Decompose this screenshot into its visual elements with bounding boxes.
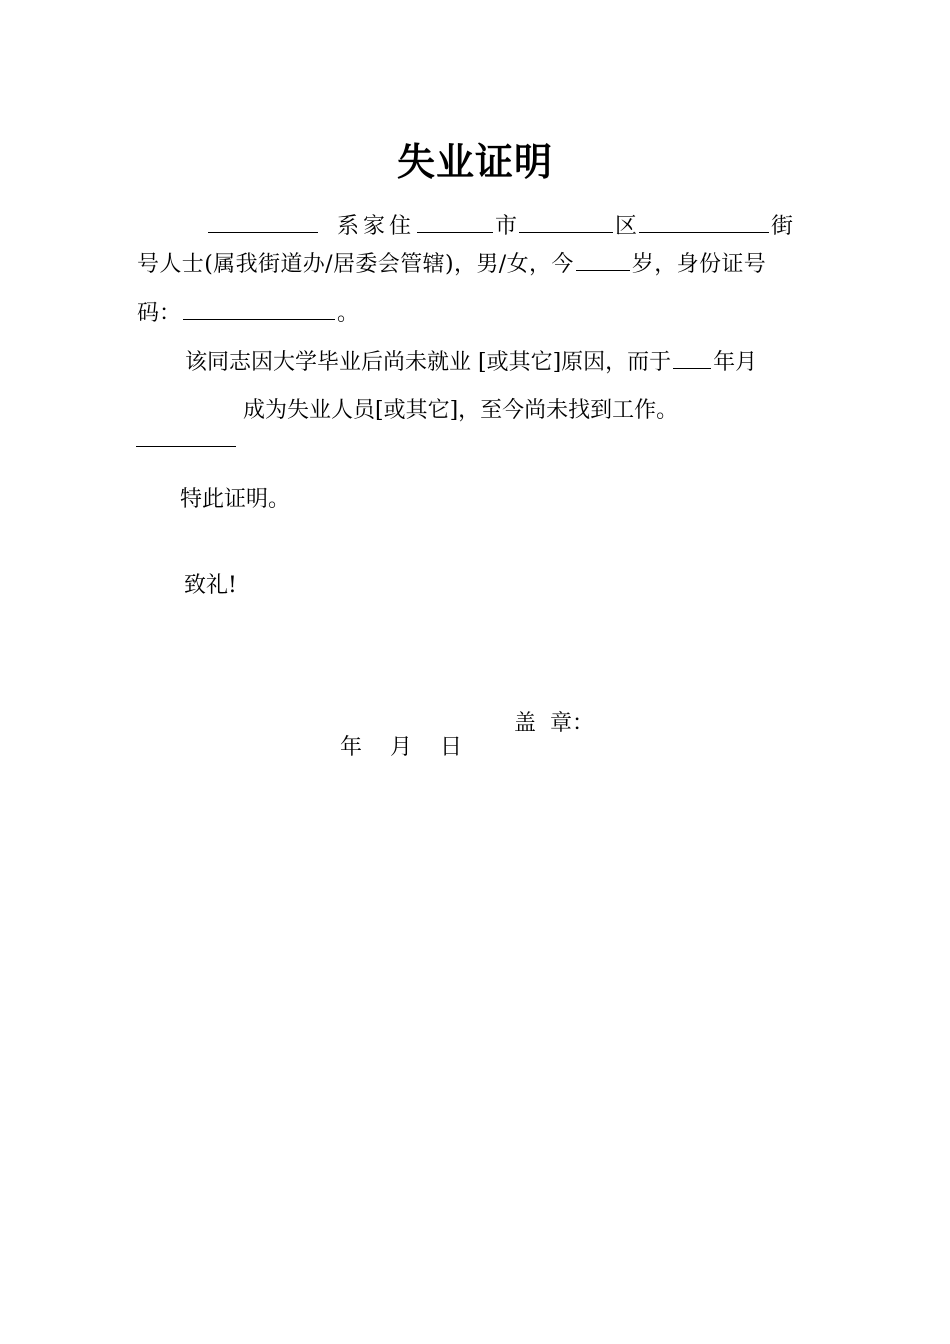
label-city: 市 bbox=[495, 214, 518, 239]
label-street: 街 bbox=[771, 214, 794, 239]
para2-text-a: 该同志因大学毕业后尚未就业 [或其它]原因，而于 bbox=[185, 350, 672, 375]
para1-line1 bbox=[206, 210, 793, 242]
label-resides: 系家住 bbox=[337, 214, 416, 239]
label-district: 区 bbox=[615, 214, 638, 239]
street-blank bbox=[639, 210, 769, 233]
para1-line2 bbox=[137, 248, 766, 280]
document-title: 失业证明 bbox=[396, 139, 553, 184]
line2-text-b: 岁，身份证号 bbox=[631, 252, 767, 277]
period: 。 bbox=[337, 301, 360, 326]
para2-line1 bbox=[185, 346, 757, 378]
name-blank bbox=[208, 210, 318, 233]
id-number-blank bbox=[183, 297, 335, 320]
seal-label: 盖 章： bbox=[514, 711, 594, 736]
para2-text-b: 年月 bbox=[713, 350, 758, 375]
salutation-text: 致礼! bbox=[184, 573, 237, 598]
city-blank bbox=[417, 210, 493, 233]
id-label: 码： bbox=[137, 301, 182, 326]
district-blank bbox=[519, 210, 613, 233]
line2-text-a: 号人士(属我街道办/居委会管辖)，男/女，今 bbox=[137, 252, 574, 277]
closing-text: 特此证明。 bbox=[180, 487, 291, 512]
age-blank bbox=[576, 248, 630, 271]
month-blank bbox=[136, 446, 236, 447]
para1-line3 bbox=[137, 297, 359, 329]
para2-line2: 成为失业人员[或其它]，至今尚未找到工作。 bbox=[243, 398, 679, 423]
year-blank bbox=[673, 346, 711, 369]
date-label: 年 月 日 bbox=[340, 735, 462, 760]
